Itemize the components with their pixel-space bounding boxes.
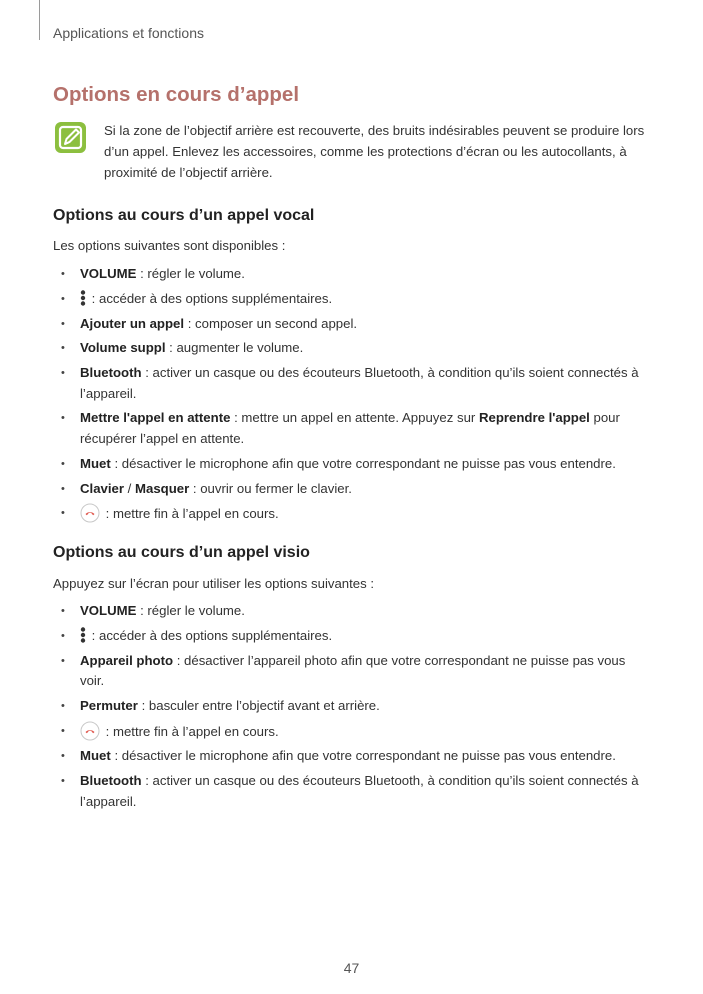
voice-call-options-list — [53, 264, 653, 529]
list-item — [53, 651, 653, 692]
note-pencil-icon — [54, 121, 87, 154]
list-item — [53, 289, 653, 310]
option-term: Muet — [80, 455, 111, 471]
bullet-dot: • — [61, 412, 65, 425]
option-description: : activer un casque ou des écouteurs Bluetooth, à condition qu’ils soient connectés à l’appareil. — [80, 773, 639, 809]
option-description: : régler le volume. — [136, 266, 245, 281]
list-item — [53, 601, 653, 622]
video-call-heading: Options au cours d’un appel visio — [53, 544, 310, 561]
bullet-dot: • — [61, 724, 65, 737]
bullet-dot: • — [61, 775, 65, 788]
option-description: pour récupérer l’appel en attente. — [80, 410, 620, 446]
option-term: Appareil photo — [80, 652, 174, 668]
list-item — [53, 454, 653, 475]
end-call-icon — [80, 503, 100, 523]
option-term: VOLUME — [80, 266, 137, 281]
video-call-intro: Appuyez sur l’écran pour utiliser les options suivantes : — [53, 576, 375, 591]
bullet-dot: • — [61, 457, 65, 470]
option-description: : mettre un appel en attente. Appuyez sur — [230, 410, 479, 426]
list-item — [53, 479, 653, 500]
list-item — [53, 626, 653, 647]
list-item — [53, 264, 653, 285]
option-description: : composer un second appel. — [184, 315, 358, 331]
option-term: Ajouter un appel — [80, 315, 185, 331]
option-description: : augmenter le volume. — [165, 340, 304, 356]
option-description: : accéder à des options supplémentaires. — [88, 290, 333, 306]
option-description: : régler le volume. — [136, 603, 245, 618]
bullet-dot: • — [61, 292, 65, 305]
option-term: VOLUME — [80, 603, 137, 618]
list-item — [53, 696, 653, 717]
option-description: : mettre fin à l’appel en cours. — [102, 723, 279, 739]
option-term: Bluetooth — [80, 365, 142, 381]
option-term: Permuter — [80, 697, 138, 713]
end-call-icon — [80, 721, 100, 741]
option-term: Bluetooth — [80, 773, 142, 789]
voice-call-intro: Les options suivantes sont disponibles : — [53, 238, 286, 253]
margin-rule — [39, 0, 40, 40]
option-description: : désactiver le microphone afin que votre correspondant ne puisse pas vous entendre. — [110, 748, 616, 764]
option-description: : accéder à des options supplémentaires. — [88, 627, 333, 643]
bullet-dot: • — [61, 507, 65, 520]
option-term: Muet — [80, 748, 111, 764]
option-description: : activer un casque ou des écouteurs Bluetooth, à condition qu’ils soient connectés à l’appareil. — [80, 365, 639, 401]
bullet-dot: • — [61, 342, 65, 355]
list-item — [53, 408, 653, 449]
page-title: Options en cours d’appel — [53, 83, 300, 106]
option-description: : ouvrir ou fermer le clavier. — [189, 480, 352, 496]
option-term: Clavier — [80, 480, 124, 496]
bullet-dot: • — [61, 268, 65, 280]
bullet-dot: • — [61, 367, 65, 380]
list-item — [53, 314, 653, 335]
note-text: Si la zone de l’objectif arrière est recouverte, des bruits indésirables peuvent se produire lors d’un appel. Enlevez les accessoires, comme les protections d’écran ou les autocollants, à proximité de l’objectif arrière. — [104, 123, 645, 180]
list-item — [53, 721, 653, 743]
option-description: : basculer entre l’objectif avant et arrière. — [137, 697, 380, 713]
bullet-dot: • — [61, 750, 65, 763]
option-description: : désactiver le microphone afin que votre correspondant ne puisse pas vous entendre. — [110, 455, 616, 471]
list-item — [53, 746, 653, 767]
option-term: Reprendre l'appel — [478, 410, 590, 426]
bullet-dot: • — [61, 629, 65, 642]
bullet-dot: • — [61, 482, 65, 495]
video-call-options-list — [53, 601, 653, 817]
option-term: Masquer — [135, 480, 190, 496]
list-item — [53, 363, 653, 404]
bullet-dot: • — [61, 654, 65, 667]
bullet-dot: • — [61, 699, 65, 712]
more-options-icon — [80, 627, 86, 643]
option-term: Mettre l'appel en attente — [80, 410, 231, 426]
bullet-dot: • — [61, 317, 65, 330]
option-description: : mettre fin à l’appel en cours. — [102, 506, 279, 522]
list-item — [53, 338, 653, 359]
bullet-dot: • — [61, 605, 65, 617]
option-term: Volume suppl — [80, 340, 166, 356]
page-number: 47 — [343, 960, 360, 976]
list-item — [53, 503, 653, 525]
running-header: Applications et fonctions — [53, 25, 204, 41]
list-item — [53, 771, 653, 812]
option-separator: / — [124, 480, 135, 496]
voice-call-heading: Options au cours d’un appel vocal — [53, 207, 315, 224]
more-options-icon — [80, 290, 86, 306]
option-description: : désactiver l’appareil photo afin que votre correspondant ne puisse pas vous voir. — [80, 652, 626, 689]
